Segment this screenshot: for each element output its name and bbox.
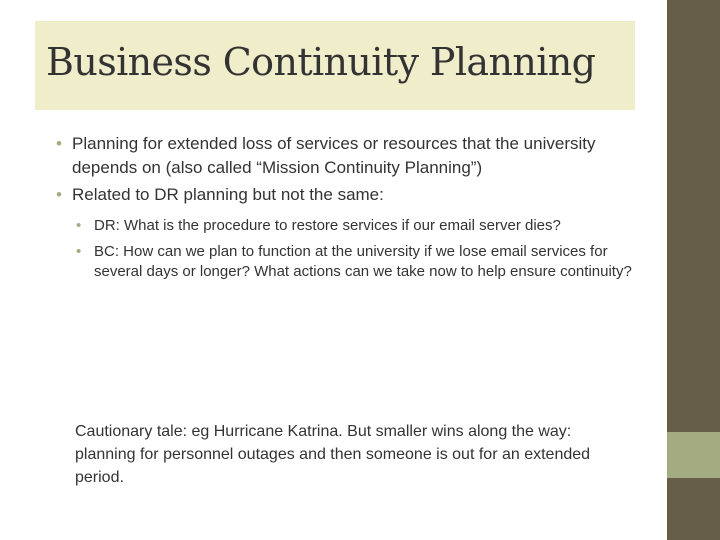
bullet-item: [56, 183, 656, 282]
bullet-text: Planning for extended loss of services or resources that the university depends on (also called “Mission Continuity Planning”): [72, 134, 596, 177]
right-sidebar-accent: [667, 432, 720, 478]
sub-bullet-list: [74, 216, 656, 282]
sub-bullet-text: BC: How can we plan to function at the university if we lose email services for several days or longer? What actions can we take now to help ensure continuity?: [94, 243, 632, 280]
cautionary-note: Cautionary tale: eg Hurricane Katrina. But smaller wins along the way: planning for personnel outages and then someone is out for an extended period.: [75, 423, 591, 486]
slide-content: [56, 132, 656, 288]
sub-bullet-text: DR: What is the procedure to restore services if our email server dies?: [94, 217, 561, 234]
sub-bullet-item: [74, 242, 656, 282]
sub-bullet-item: [74, 216, 656, 236]
bullet-list: [56, 132, 656, 282]
slide-title: Business Continuity Planning: [46, 40, 596, 84]
bullet-item: [56, 132, 656, 180]
bullet-text: Related to DR planning but not the same:: [72, 185, 384, 204]
